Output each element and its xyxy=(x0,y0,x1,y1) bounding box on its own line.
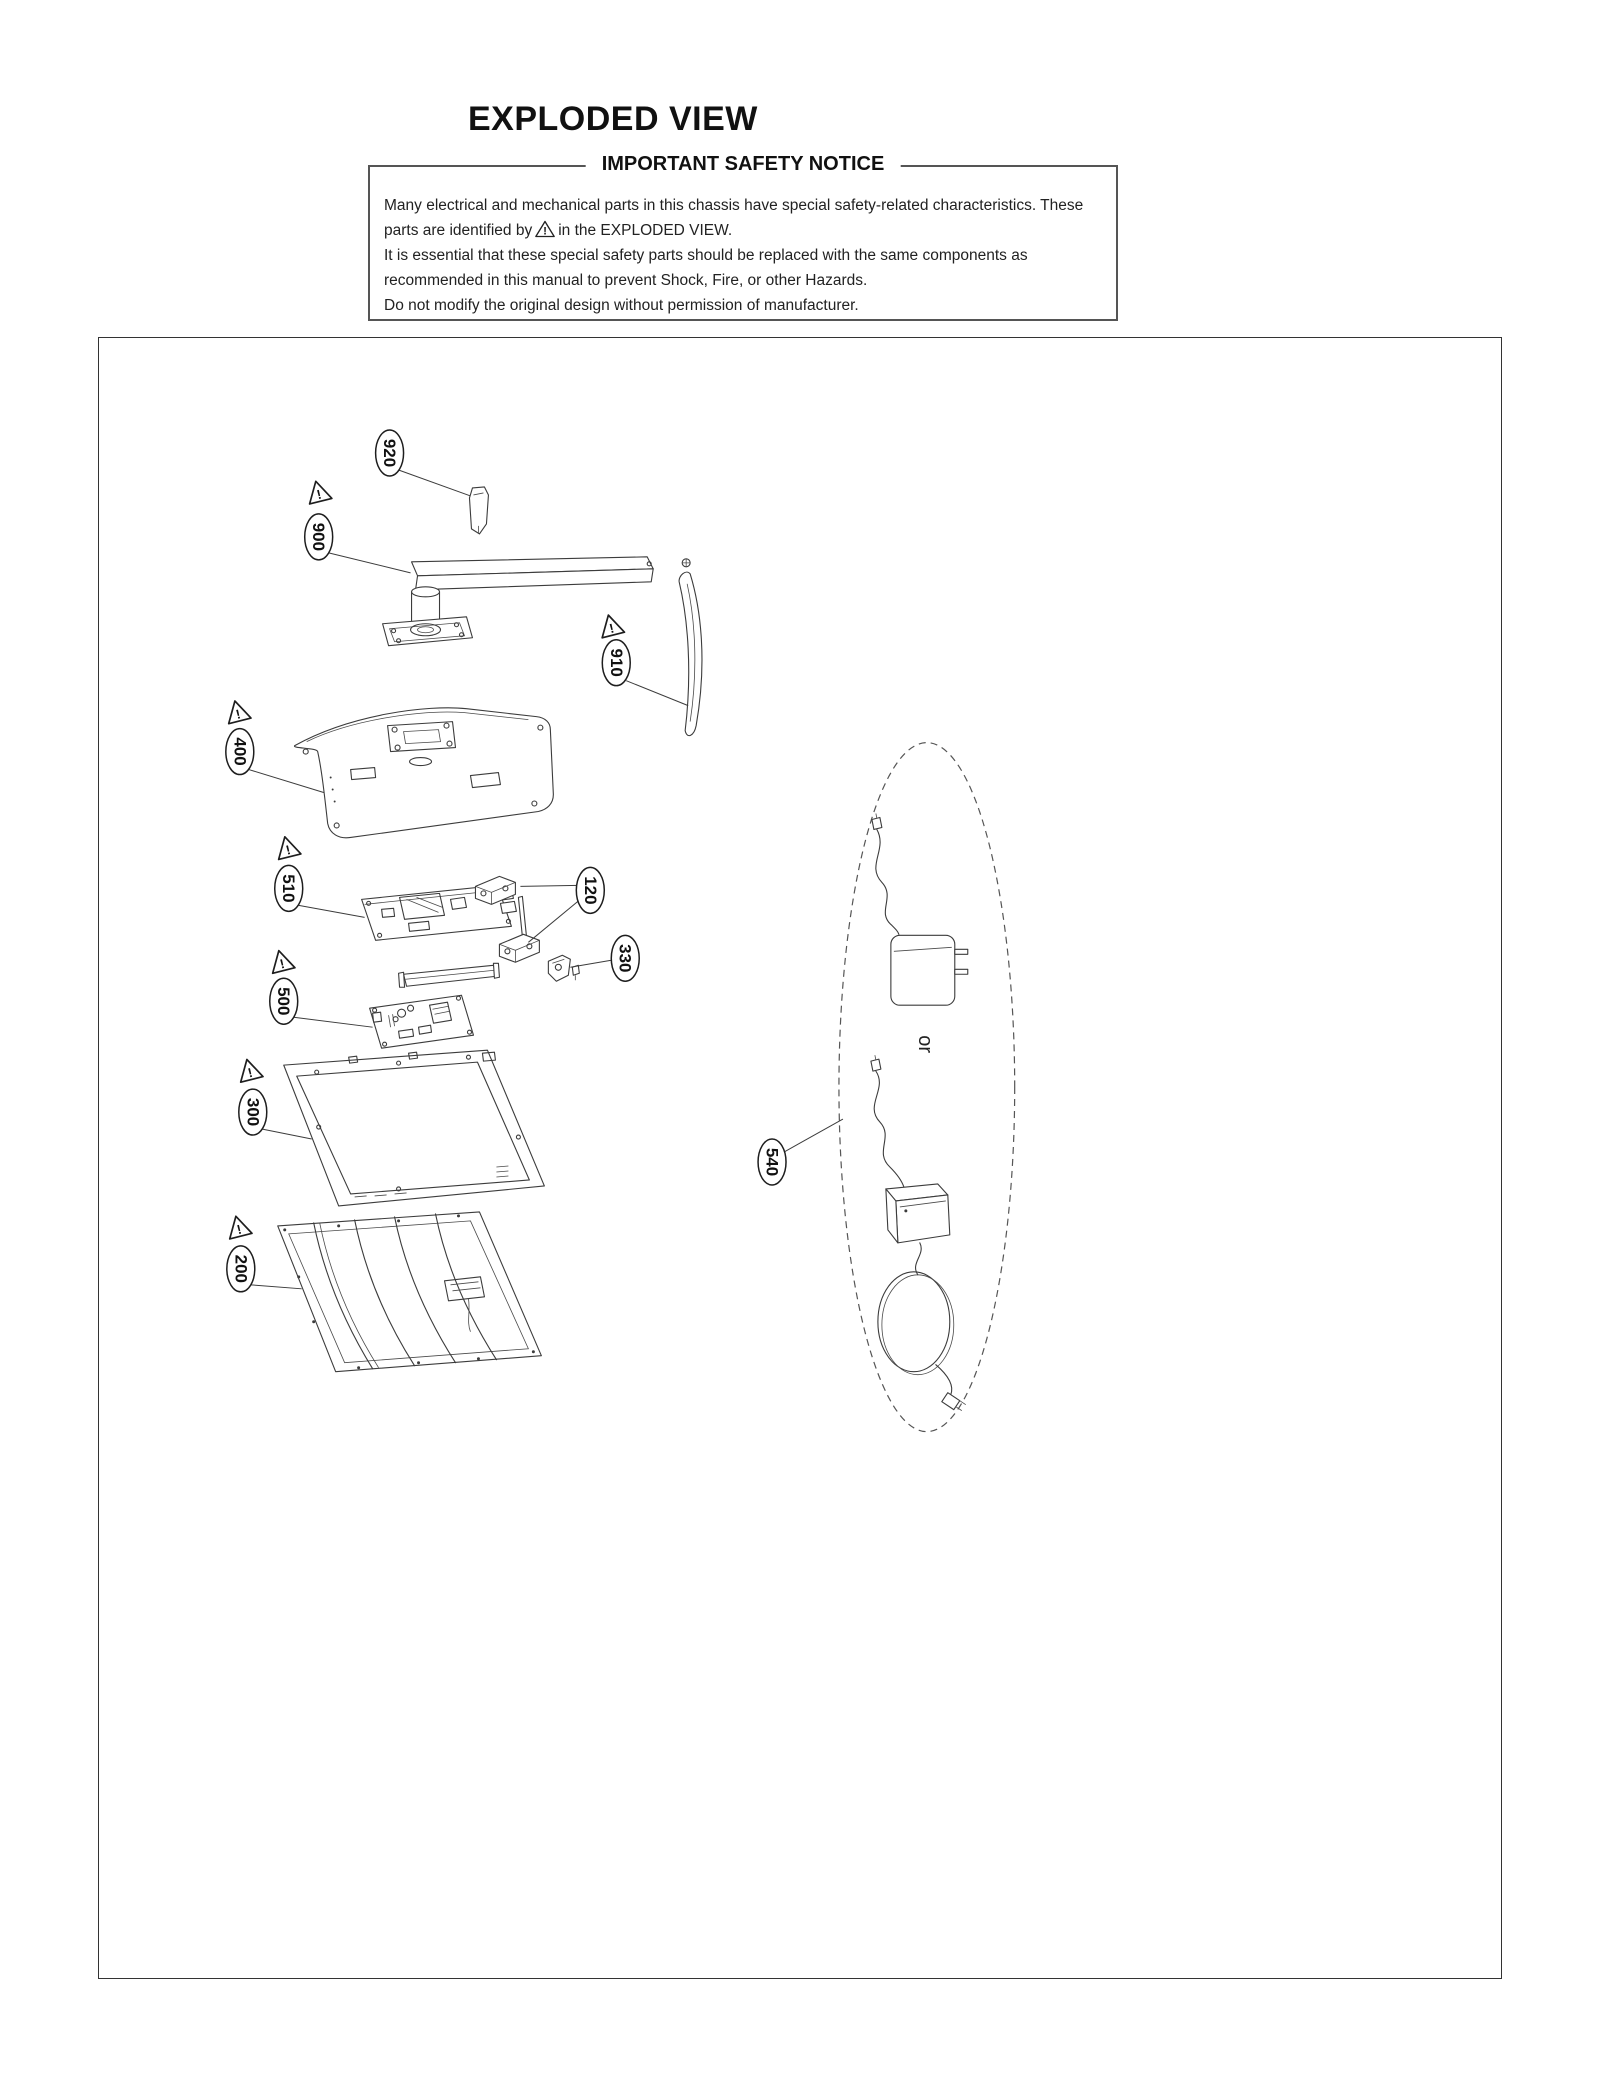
callout-330 xyxy=(570,935,639,981)
wall-adapter xyxy=(872,813,968,1005)
warning-triangle-icon-400 xyxy=(224,698,251,724)
callout-120 xyxy=(520,867,604,942)
part-200-lcd-module xyxy=(278,1212,542,1372)
callout-900 xyxy=(305,514,411,573)
or-label: or xyxy=(913,1035,936,1054)
page-title: EXPLODED VIEW xyxy=(468,100,758,138)
svg-text:!: ! xyxy=(543,225,548,238)
callout-920 xyxy=(376,430,471,496)
svg-text:!: ! xyxy=(234,706,243,722)
callout-200-label: 200 xyxy=(231,1254,251,1283)
callout-910-label: 910 xyxy=(606,648,626,677)
callout-510-label: 510 xyxy=(279,874,299,903)
part-500-power-board xyxy=(370,995,474,1048)
callout-540-label: 540 xyxy=(762,1147,782,1177)
part-920-hinge-cover xyxy=(469,487,488,534)
warning-triangle-icon-500 xyxy=(268,948,295,974)
svg-text:!: ! xyxy=(315,486,323,503)
callout-910 xyxy=(602,640,688,706)
svg-text:!: ! xyxy=(246,1064,255,1081)
exploded-view-canvas xyxy=(99,338,1501,1978)
part-400-rear-cover xyxy=(294,708,553,838)
callout-500 xyxy=(270,978,373,1027)
callout-500-label: 500 xyxy=(274,987,294,1016)
adapter-options-dashed-ellipse xyxy=(839,743,1015,1432)
part-330-holder xyxy=(548,955,579,981)
notice-text-1a: Many electrical and mechanical parts in this chassis have special safety-related characteristics. These parts are identified by xyxy=(384,197,1084,239)
exploded-view-diagram xyxy=(98,337,1502,1979)
callout-540 xyxy=(758,1119,843,1185)
safety-notice-box xyxy=(368,153,1118,321)
warning-triangle-icon-910 xyxy=(597,612,624,638)
warning-triangle-icon xyxy=(535,220,555,238)
svg-text:!: ! xyxy=(235,1221,244,1238)
callout-400-label: 400 xyxy=(230,737,250,766)
warning-triangle-icon-510 xyxy=(274,834,301,860)
callout-330-label: 330 xyxy=(615,944,635,973)
svg-text:!: ! xyxy=(278,955,287,972)
part-500-bracket-bar xyxy=(399,963,500,987)
safety-notice-paragraph-2: It is essential that these special safety parts should be replaced with the same components as recommended in this manual to prevent Shock, Fire, or other Hazards. xyxy=(384,247,1028,289)
callout-120-label: 120 xyxy=(580,876,600,905)
safety-notice-paragraph-3: Do not modify the original design without permission of manufacturer. xyxy=(384,297,859,314)
safety-notice-paragraph-1 xyxy=(384,193,1102,243)
svg-text:!: ! xyxy=(284,842,293,858)
callout-510 xyxy=(275,865,365,917)
callout-920-label: 920 xyxy=(380,438,400,468)
svg-text:!: ! xyxy=(607,620,616,637)
brick-adapter xyxy=(871,1055,966,1410)
callout-300-label: 300 xyxy=(243,1097,263,1127)
part-540-adapter-options xyxy=(839,743,1015,1432)
part-300-middle-frame xyxy=(284,1050,545,1206)
safety-notice-title: IMPORTANT SAFETY NOTICE xyxy=(586,153,901,176)
callout-900-label: 900 xyxy=(309,522,329,552)
warning-triangle-icon-200 xyxy=(225,1213,252,1239)
warning-triangle-icon-900 xyxy=(305,479,332,505)
part-910-stand-rear-cover xyxy=(679,559,702,736)
warning-triangle-icon-300 xyxy=(236,1057,263,1083)
notice-text-1b: in the EXPLODED VIEW. xyxy=(558,222,733,239)
